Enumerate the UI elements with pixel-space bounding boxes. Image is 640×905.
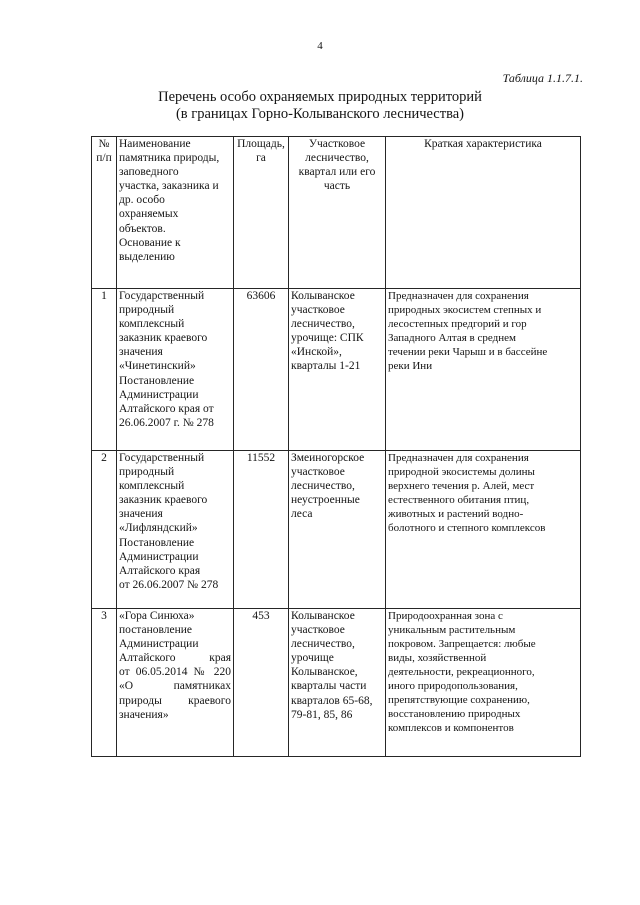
row-name: «Гора Синюха» постановление Администрации Алтайского края от 06.05.2014 № 220 «О памятниках природы краевого значения» [117, 609, 234, 757]
table-id: Таблица 1.1.7.1. [502, 71, 583, 85]
table-row [92, 451, 581, 609]
row-description: Предназначен для сохранения природных экосистем степных и лесостепных предгорий и гор Западного Алтая в среднем течении реки Чарыш и в бассейне реки Ини [386, 289, 581, 451]
header-description: Краткая характеристика [386, 137, 581, 289]
header-area: Площадь, га [234, 137, 289, 289]
row-num: 1 [92, 289, 117, 451]
row-description: Предназначен для сохранения природной экосистемы долины верхнего течения р. Алей, мест естественного обитания птиц, животных и растений водно- болотного и степного комплексов [386, 451, 581, 609]
row-name: Государственный природный комплексный заказник краевого значения «Чинетинский» Постановление Администрации Алтайского края от 26.06.2007 г. № 278 [117, 289, 234, 451]
table-row [92, 289, 581, 451]
table-row [92, 609, 581, 757]
row-num: 2 [92, 451, 117, 609]
protected-areas-table [91, 136, 581, 757]
header-location: Участковое лесничество, квартал или его часть [289, 137, 386, 289]
row-name: Государственный природный комплексный заказник краевого значения «Лифляндский» Постановление Администрации Алтайского края от 26.06.2007 № 278 [117, 451, 234, 609]
row-num: 3 [92, 609, 117, 757]
document-title [0, 89, 640, 123]
title-line: Перечень особо охраняемых природных территорий [158, 89, 482, 105]
page-number: 4 [317, 40, 323, 52]
row-area: 63606 [234, 289, 289, 451]
row-area: 453 [234, 609, 289, 757]
title-line: (в границах Горно-Колыванского лесничества) [175, 106, 465, 122]
header-num: № п/п [92, 137, 117, 289]
row-location: Колыванское участковое лесничество, урочище: СПК «Инской», кварталы 1-21 [289, 289, 386, 451]
row-location: Змеиногорское участковое лесничество, неустроенные леса [289, 451, 386, 609]
header-name: Наименование памятника природы, заповедного участка, заказника и др. особо охраняемых объектов. Основание к выделению [117, 137, 234, 289]
header-row [92, 137, 581, 289]
row-area: 11552 [234, 451, 289, 609]
row-description: Природоохранная зона с уникальным растительным покровом. Запрещается: любые виды, хозяйственной деятельности, рекреационного, иного природопользования, препятствующие сохранению, восстановлению природных комплексов и компонентов [386, 609, 581, 757]
row-location: Колыванское участковое лесничество, урочище Колыванское, кварталы части кварталов 65-68, 79-81, 85, 86 [289, 609, 386, 757]
